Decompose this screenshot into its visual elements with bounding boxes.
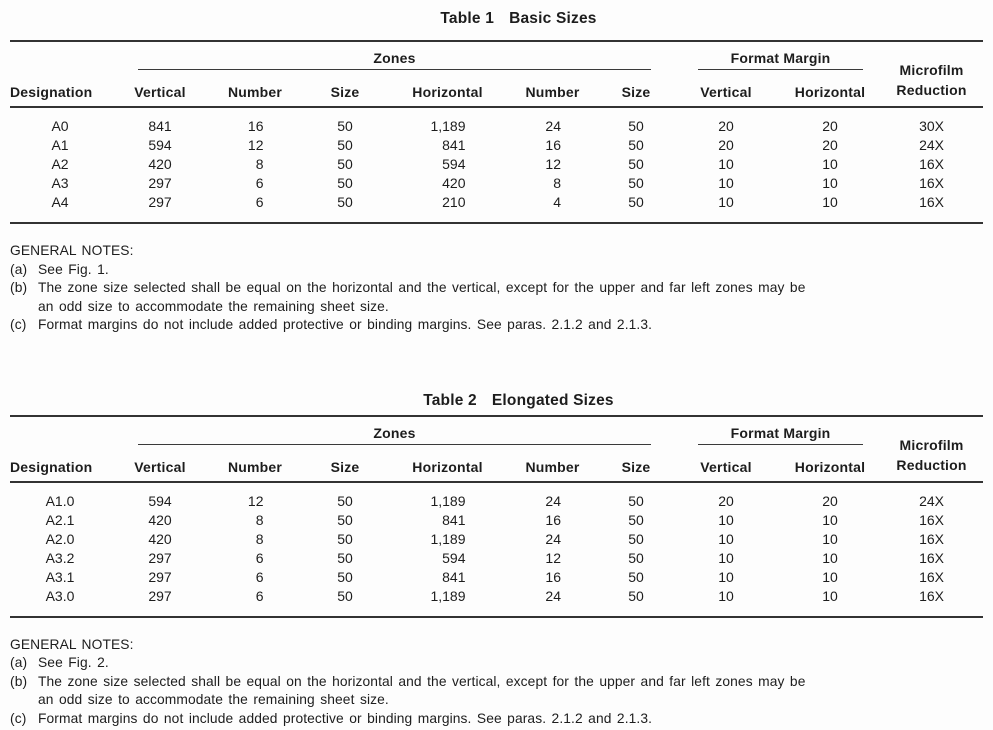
cell-microfilm-reduction: 16X: [919, 511, 944, 528]
zone-horizontal-header: Horizontal: [390, 445, 505, 482]
cell-margin-horizontal: 10: [822, 194, 838, 210]
general-notes-heading: GENERAL NOTES:: [10, 243, 134, 258]
cell-zone-number: 12: [247, 137, 264, 153]
cell-zone-size: 50: [337, 137, 353, 153]
note-b-text-line-1: The zone size selected shall be equal on the horizontal and the vertical, except for the upper and far left zones may be: [38, 673, 806, 689]
cell-microfilm-reduction: 16X: [919, 568, 944, 585]
table-1-general-notes: [10, 242, 983, 335]
note-c-text: Format margins do not include added protective or binding margins. See paras. 2.1.2 and 2.1.3.: [38, 317, 653, 332]
cell-zone-vertical: 297: [148, 194, 172, 210]
format-margin-label: Format Margin: [698, 49, 863, 70]
table-row: [10, 136, 983, 155]
cell-zone-size-2: 50: [628, 137, 644, 153]
cell-designation: A1: [51, 137, 69, 153]
table-1-title-text: Basic Sizes: [509, 10, 597, 27]
margin-horizontal-header: Horizontal: [780, 445, 880, 482]
cell-zone-vertical: 594: [148, 137, 172, 153]
cell-designation: A3.2: [45, 549, 75, 566]
cell-microfilm-reduction: 24X: [919, 137, 944, 153]
cell-zone-size: 50: [337, 194, 353, 210]
cell-zone-horizontal: 841: [442, 568, 466, 585]
note-c-label: (c): [10, 710, 27, 726]
cell-zone-horizontal: 841: [442, 511, 466, 528]
cell-zone-size: 50: [337, 118, 353, 134]
table-1-title: [32, 0, 993, 28]
blank-header-cell: [10, 41, 110, 70]
cell-zone-number-2: 24: [545, 530, 561, 547]
format-margin-label: Format Margin: [698, 424, 863, 445]
note-b-label: (b): [10, 280, 28, 295]
cell-zone-number-2: 24: [545, 118, 561, 134]
zones-label: Zones: [138, 424, 651, 445]
cell-designation: A2.0: [45, 530, 75, 547]
zone-size-2-header: Size: [600, 445, 672, 482]
cell-margin-vertical: 10: [718, 511, 734, 528]
cell-margin-horizontal: 20: [822, 492, 838, 509]
zone-number-2-header: Number: [505, 445, 600, 482]
cell-zone-vertical: 420: [148, 156, 172, 172]
cell-zone-vertical: 420: [148, 511, 172, 528]
note-c-label: (c): [10, 317, 27, 332]
reduction-header-line: Reduction: [896, 456, 967, 473]
zone-size-header: Size: [300, 445, 390, 482]
cell-zone-number: 6: [255, 568, 264, 585]
cell-margin-vertical: 10: [718, 194, 734, 210]
cell-zone-horizontal: 594: [442, 156, 466, 172]
cell-designation: A1.0: [45, 492, 75, 509]
cell-microfilm-reduction: 16X: [919, 587, 944, 604]
note-a-text: See Fig. 1.: [38, 261, 109, 277]
note-b: [10, 673, 983, 710]
cell-zone-vertical: 841: [148, 118, 172, 134]
cell-zone-number: 8: [255, 530, 264, 547]
cell-zone-number: 8: [255, 511, 264, 528]
cell-zone-vertical: 297: [148, 568, 172, 585]
cell-zone-size-2: 50: [628, 549, 644, 566]
cell-zone-horizontal: 210: [442, 194, 466, 210]
basic-sizes-table: [10, 40, 983, 224]
zones-group-header: [110, 416, 672, 445]
reduction-header-line: Reduction: [896, 82, 967, 98]
cell-zone-vertical: 420: [148, 530, 172, 547]
cell-designation: A3.1: [45, 568, 75, 585]
cell-margin-vertical: 10: [718, 175, 734, 191]
table-2-general-notes: [10, 636, 983, 729]
elongated-sizes-table: [10, 415, 983, 618]
cell-zone-number-2: 16: [545, 568, 561, 585]
cell-zone-size-2: 50: [628, 530, 644, 547]
zones-label: Zones: [138, 49, 651, 70]
cell-designation: A3: [51, 175, 69, 191]
cell-zone-size: 50: [337, 175, 353, 191]
cell-microfilm-reduction: 16X: [919, 530, 944, 547]
group-header-row: [10, 41, 983, 70]
microfilm-header-line: Microfilm: [899, 436, 964, 453]
cell-margin-vertical: 10: [718, 156, 734, 172]
cell-zone-horizontal: 1,189: [430, 118, 466, 134]
zone-number-2-header: Number: [505, 70, 600, 107]
blank-header-cell: [10, 416, 110, 445]
margin-horizontal-header: Horizontal: [780, 70, 880, 107]
cell-microfilm-reduction: 16X: [919, 549, 944, 566]
cell-margin-horizontal: 20: [822, 118, 838, 134]
cell-margin-vertical: 20: [718, 118, 734, 134]
zone-horizontal-header: Horizontal: [390, 70, 505, 107]
margin-vertical-header: Vertical: [672, 70, 780, 107]
cell-zone-number-2: 16: [545, 137, 561, 153]
note-b-text-line-1: The zone size selected shall be equal on the horizontal and the vertical, except for the upper and far left zones may be: [38, 280, 806, 295]
cell-margin-horizontal: 10: [822, 175, 838, 191]
zone-vertical-header: Vertical: [110, 70, 210, 107]
note-c: [10, 710, 983, 729]
cell-designation: A3.0: [45, 587, 75, 604]
table-2-body: [10, 482, 983, 617]
microfilm-reduction-header: [880, 416, 983, 482]
cell-margin-vertical: 20: [718, 492, 734, 509]
cell-designation: A0: [51, 118, 69, 134]
cell-zone-number: 6: [255, 194, 264, 210]
note-b-text-line-2: an odd size to accommodate the remaining sheet size.: [38, 692, 389, 707]
table-2-section: [10, 335, 983, 729]
cell-zone-number: 6: [255, 549, 264, 566]
cell-microfilm-reduction: 16X: [919, 194, 944, 210]
cell-zone-size-2: 50: [628, 511, 644, 528]
cell-zone-vertical: 594: [148, 492, 172, 509]
designation-header: Designation: [10, 445, 110, 482]
cell-zone-horizontal: 1,189: [430, 492, 466, 509]
table-row: [10, 155, 983, 174]
cell-zone-number-2: 12: [545, 156, 561, 172]
zone-number-header: Number: [210, 70, 300, 107]
zone-number-header: Number: [210, 445, 300, 482]
cell-zone-size-2: 50: [628, 587, 644, 604]
note-a-text: See Fig. 2.: [38, 655, 109, 670]
cell-margin-horizontal: 10: [822, 156, 838, 172]
table-2-title: [32, 335, 993, 410]
note-a: [10, 261, 983, 280]
cell-zone-number-2: 24: [545, 587, 561, 604]
table-2-title-text: Elongated Sizes: [491, 391, 614, 409]
cell-zone-number: 12: [247, 492, 264, 509]
cell-microfilm-reduction: 30X: [919, 118, 944, 134]
table-row: [10, 549, 983, 568]
cell-zone-horizontal: 841: [442, 137, 466, 153]
cell-zone-size: 50: [337, 530, 353, 547]
cell-margin-horizontal: 10: [822, 587, 838, 604]
note-a-label: (a): [10, 655, 28, 670]
note-a-label: (a): [10, 261, 28, 277]
cell-microfilm-reduction: 16X: [919, 156, 944, 172]
table-1-body: [10, 107, 983, 223]
table-row: [10, 482, 983, 511]
cell-margin-vertical: 10: [718, 549, 734, 566]
cell-zone-number-2: 8: [553, 175, 561, 191]
table-row: [10, 107, 983, 136]
column-header-row: [10, 445, 983, 482]
cell-margin-vertical: 10: [718, 530, 734, 547]
cell-zone-size-2: 50: [628, 118, 644, 134]
table-1-section: [10, 0, 983, 335]
zones-group-header: [110, 41, 672, 70]
cell-zone-size: 50: [337, 549, 353, 566]
cell-zone-horizontal: 1,189: [430, 530, 466, 547]
table-row: [10, 530, 983, 549]
zone-size-2-header: Size: [600, 70, 672, 107]
cell-zone-vertical: 297: [148, 549, 172, 566]
note-b: [10, 279, 983, 316]
cell-zone-number-2: 4: [553, 194, 561, 210]
table-row: [10, 511, 983, 530]
cell-zone-number-2: 16: [545, 511, 561, 528]
margin-vertical-header: Vertical: [672, 445, 780, 482]
cell-zone-size-2: 50: [628, 156, 644, 172]
cell-zone-number: 6: [255, 587, 264, 604]
cell-zone-size-2: 50: [628, 194, 644, 210]
cell-zone-number: 6: [255, 175, 264, 191]
table-row: [10, 174, 983, 193]
cell-zone-size: 50: [337, 492, 353, 509]
format-margin-group-header: [672, 41, 880, 70]
cell-margin-horizontal: 10: [822, 549, 838, 566]
cell-zone-horizontal: 1,189: [430, 587, 466, 604]
table-1-title-label: Table 1: [440, 10, 495, 27]
column-header-row: [10, 70, 983, 107]
zone-size-header: Size: [300, 70, 390, 107]
zone-vertical-header: Vertical: [110, 445, 210, 482]
microfilm-header-line: Microfilm: [899, 62, 964, 78]
cell-microfilm-reduction: 24X: [919, 492, 944, 509]
cell-designation: A4: [51, 194, 69, 210]
cell-margin-vertical: 10: [718, 587, 734, 604]
cell-margin-horizontal: 10: [822, 511, 838, 528]
cell-margin-vertical: 10: [718, 568, 734, 585]
table-row: [10, 568, 983, 587]
cell-zone-size: 50: [337, 511, 353, 528]
table-row: [10, 587, 983, 617]
note-b-text-line-2: an odd size to accommodate the remaining sheet size.: [38, 298, 389, 314]
group-header-row: [10, 416, 983, 445]
designation-header: Designation: [10, 70, 110, 107]
cell-zone-size-2: 50: [628, 175, 644, 191]
note-b-label: (b): [10, 673, 28, 689]
microfilm-reduction-header: [880, 41, 983, 107]
cell-zone-vertical: 297: [148, 587, 172, 604]
cell-zone-vertical: 297: [148, 175, 172, 191]
cell-zone-number: 16: [247, 118, 264, 134]
cell-zone-size-2: 50: [628, 568, 644, 585]
note-c: [10, 316, 983, 335]
cell-zone-size: 50: [337, 568, 353, 585]
cell-zone-number: 8: [255, 156, 264, 172]
cell-margin-vertical: 20: [718, 137, 734, 153]
cell-zone-size: 50: [337, 156, 353, 172]
cell-microfilm-reduction: 16X: [919, 175, 944, 191]
cell-zone-horizontal: 594: [442, 549, 466, 566]
cell-zone-number-2: 24: [545, 492, 561, 509]
cell-margin-horizontal: 10: [822, 568, 838, 585]
cell-designation: A2: [51, 156, 69, 172]
cell-designation: A2.1: [45, 511, 75, 528]
note-c-text: Format margins do not include added protective or binding margins. See paras. 2.1.2 and 2.1.3.: [38, 710, 653, 726]
cell-margin-horizontal: 20: [822, 137, 838, 153]
cell-margin-horizontal: 10: [822, 530, 838, 547]
format-margin-group-header: [672, 416, 880, 445]
table-2-title-label: Table 2: [423, 391, 477, 409]
general-notes-heading: GENERAL NOTES:: [10, 636, 134, 652]
cell-zone-number-2: 12: [545, 549, 561, 566]
note-a: [10, 654, 983, 673]
cell-zone-horizontal: 420: [442, 175, 466, 191]
table-row: [10, 193, 983, 223]
cell-zone-size: 50: [337, 587, 353, 604]
cell-zone-size-2: 50: [628, 492, 644, 509]
